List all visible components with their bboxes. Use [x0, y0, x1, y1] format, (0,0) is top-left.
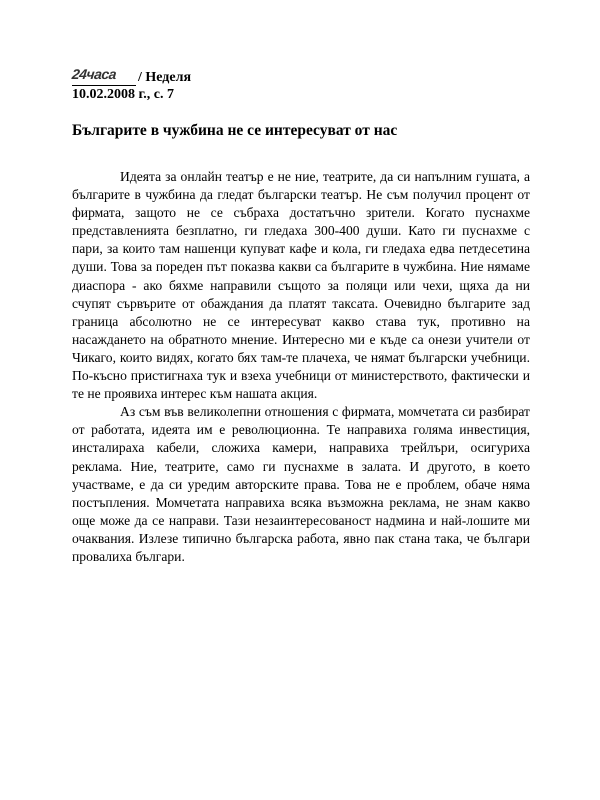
newspaper-logo-text: 24часа — [71, 66, 117, 82]
source-suffix: / Неделя — [138, 70, 192, 85]
article-body — [72, 168, 530, 566]
source-header — [72, 68, 532, 104]
source-line — [72, 68, 532, 86]
date-page: 10.02.2008 г., с. 7 — [72, 87, 174, 102]
article-paragraph: Аз съм във великолепни отношения с фирмата, момчетата си разбират от работата, идеята им е революционна. Те направиха голяма инвестиция, инсталираха кабели, сложиха камери, направиха трейлъри, осигуриха реклама. Ние, театрите, само ги пуснахме в залата. И другото, в което участваме, е да си уредим авторските права. Това не е проблем, обаче няма постъпления. Момчетата направиха всяка възможна реклама, не знам какво още може да се направи. Тази незаинтересованост надмина и най-лошите ми очаквания. Излезе типично българска работа, явно пак стана така, че българи провалиха българи. — [72, 404, 530, 564]
article-paragraph: Идеята за онлайн театър е не ние, театрите, да си напълним гушата, а българите в чужбина да гледат български театър. Не съм получил процент от фирмата, защото не се събраха достатъчно зрители. Когато пуснахме представленията безплатно, ги гледаха 300-400 души. Като ги пуснахме с пари, за които там нашенци купуват кафе и кола, ги гледаха едва петдесетина души. Това за пореден път показва какви са българите в чужбина. Ние нямаме диаспора - ако бяхме направили същото за поляци или чехи, щяха да ни счупят сървърите от обаждания да платят таксата. Очевидно българите зад граница абсолютно не се интересуват какво става тук, противно на насажданeто на обратното мнение. Интересно ми е къде са онези учители от Чикаго, които видях, когато бях там-те плачеха, че нямат български учебници. По-късно пристигнаха тук и взеха учебници от министерството, фактически и те не проявиха интерес към нашата акция. — [72, 169, 530, 402]
newspaper-logo — [71, 66, 136, 86]
article-title: Българите в чужбина не се интересуват от нас — [72, 122, 398, 139]
